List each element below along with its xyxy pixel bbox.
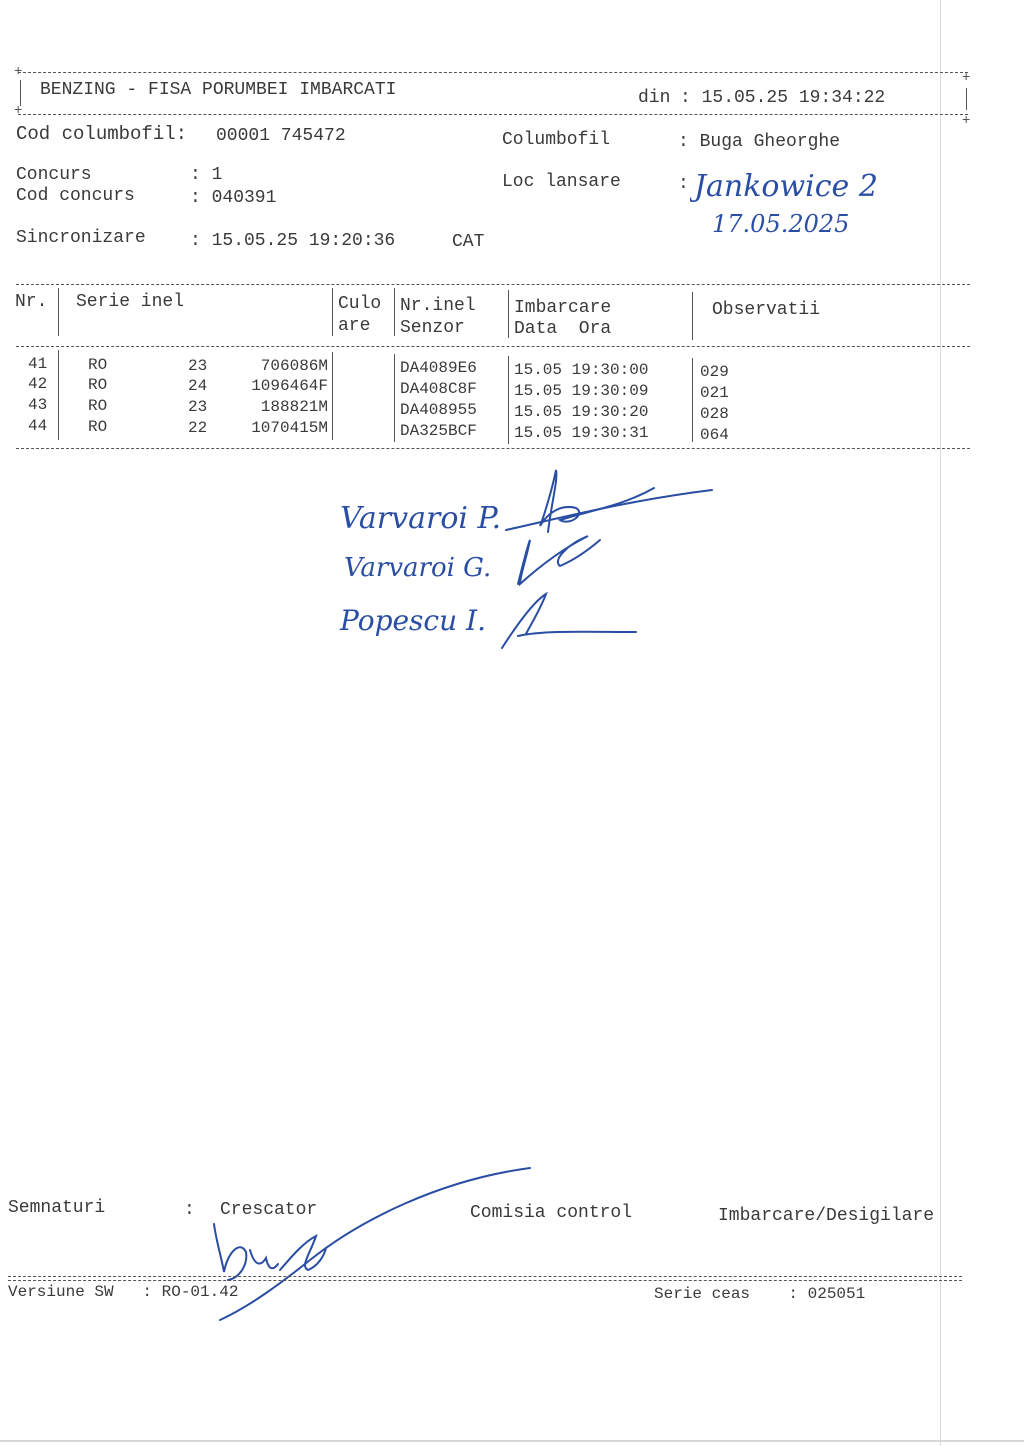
column-divider	[394, 354, 395, 442]
footer-separator-2	[8, 1280, 962, 1281]
row-data-ora: 15.05 19:30:31	[514, 424, 649, 442]
border-corner: +	[14, 64, 23, 80]
comisia-control-label: Comisia control	[470, 1203, 633, 1223]
signature-strokes	[502, 470, 712, 648]
column-divider	[508, 290, 509, 338]
header-top-border	[18, 72, 968, 73]
row-inel: 706086M	[260, 357, 328, 375]
row-an: 24	[188, 377, 208, 395]
imbarcare-desigilare-label: Imbarcare/Desigilare	[718, 1206, 935, 1226]
row-data-ora: 15.05 19:30:20	[514, 403, 649, 421]
row-inel: 1096464F	[251, 377, 328, 395]
row-an: 23	[188, 357, 208, 375]
footer-info-clip	[0, 1282, 940, 1302]
row-senzor: DA408C8F	[400, 380, 477, 398]
column-divider	[692, 292, 693, 340]
date-value: : 15.05.25 19:34:22	[680, 88, 886, 108]
versiune-sw: Versiune SW : RO-01.42	[8, 1283, 239, 1301]
column-divider	[332, 352, 333, 440]
loc-lansare-date-handwritten: 17.05.2025	[712, 210, 850, 238]
row-observatii: 029	[700, 363, 729, 381]
cod-columbofil-label: Cod columbofil:	[16, 123, 188, 145]
crescator-signature	[200, 1160, 560, 1330]
row-tara: RO	[88, 356, 108, 374]
cod-concurs-value: : 040391	[190, 188, 277, 208]
column-divider	[332, 288, 333, 336]
header-imbarcare: Imbarcare	[514, 298, 612, 318]
table-header-separator	[16, 346, 970, 347]
header-nr: Nr.	[15, 292, 48, 312]
sincronizare-label: Sincronizare	[16, 228, 146, 248]
row-nr: 41	[28, 355, 48, 373]
header-culoare-2: are	[338, 316, 371, 336]
handwritten-name-1: Varvaroi P.	[340, 501, 502, 536]
row-inel: 188821M	[260, 398, 328, 416]
page-edge-bottom	[0, 1440, 1024, 1442]
semnaturi-label: Semnaturi	[8, 1198, 106, 1218]
border-corner: +	[962, 70, 971, 86]
serie-ceas: Serie ceas : 025051	[654, 1285, 866, 1302]
header-nr-inel: Nr.inel	[400, 296, 476, 316]
row-nr: 44	[28, 417, 48, 435]
row-data-ora: 15.05 19:30:09	[514, 382, 649, 400]
row-observatii: 028	[700, 405, 729, 423]
header-data-ora: Data Ora	[514, 319, 612, 339]
loc-lansare-handwritten: Jankowice 2	[694, 169, 878, 204]
sincronizare-tz: CAT	[452, 232, 485, 252]
border-corner: +	[14, 103, 23, 119]
crescator-label: Crescator	[220, 1200, 318, 1220]
row-tara: RO	[88, 397, 108, 415]
semnaturi-colon: :	[184, 1200, 195, 1220]
row-senzor: DA4089E6	[400, 359, 477, 377]
concurs-value: : 1	[190, 165, 223, 185]
table-top-border	[16, 284, 970, 285]
loc-lansare-colon: :	[678, 174, 689, 194]
row-data-ora: 15.05 19:30:00	[514, 361, 649, 379]
row-tara: RO	[88, 418, 108, 436]
row-nr: 42	[28, 375, 48, 393]
page-edge	[940, 0, 941, 1446]
row-senzor: DA325BCF	[400, 422, 477, 440]
header-culoare: Culo	[338, 294, 382, 314]
table-bottom-border	[16, 448, 970, 449]
column-divider	[58, 350, 59, 440]
cod-columbofil-value: 00001 745472	[216, 126, 346, 146]
row-an: 22	[188, 419, 208, 437]
footer-separator	[8, 1276, 962, 1277]
columbofil-label: Columbofil	[502, 130, 611, 150]
header-bottom-border	[18, 114, 968, 115]
row-nr: 43	[28, 396, 48, 414]
concurs-label: Concurs	[16, 165, 92, 185]
handwritten-name-2: Varvaroi G.	[344, 553, 492, 583]
row-observatii: 064	[700, 426, 729, 444]
row-senzor: DA408955	[400, 401, 477, 419]
document-title: BENZING - FISA PORUMBEI IMBARCATI	[40, 80, 397, 100]
column-divider	[692, 358, 693, 442]
columbofil-value: : Buga Gheorghe	[678, 132, 841, 152]
column-divider	[394, 288, 395, 336]
loc-lansare-handwriting	[690, 160, 910, 240]
row-observatii: 021	[700, 384, 729, 402]
column-divider	[508, 356, 509, 444]
border-corner: +	[962, 113, 971, 129]
row-an: 23	[188, 398, 208, 416]
header-senzor: Senzor	[400, 318, 465, 338]
row-inel: 1070415M	[251, 419, 328, 437]
header-serie-inel: Serie inel	[76, 292, 185, 312]
column-divider	[58, 288, 59, 336]
commission-handwriting	[330, 460, 730, 660]
header-right-border	[966, 88, 967, 110]
row-tara: RO	[88, 376, 108, 394]
cod-concurs-label: Cod concurs	[16, 186, 135, 206]
loc-lansare-label: Loc lansare	[502, 172, 621, 192]
sincronizare-value: : 15.05.25 19:20:36	[190, 231, 396, 251]
handwritten-name-3: Popescu I.	[340, 604, 487, 637]
header-observatii: Observatii	[712, 300, 821, 320]
date-label: din	[638, 88, 671, 108]
